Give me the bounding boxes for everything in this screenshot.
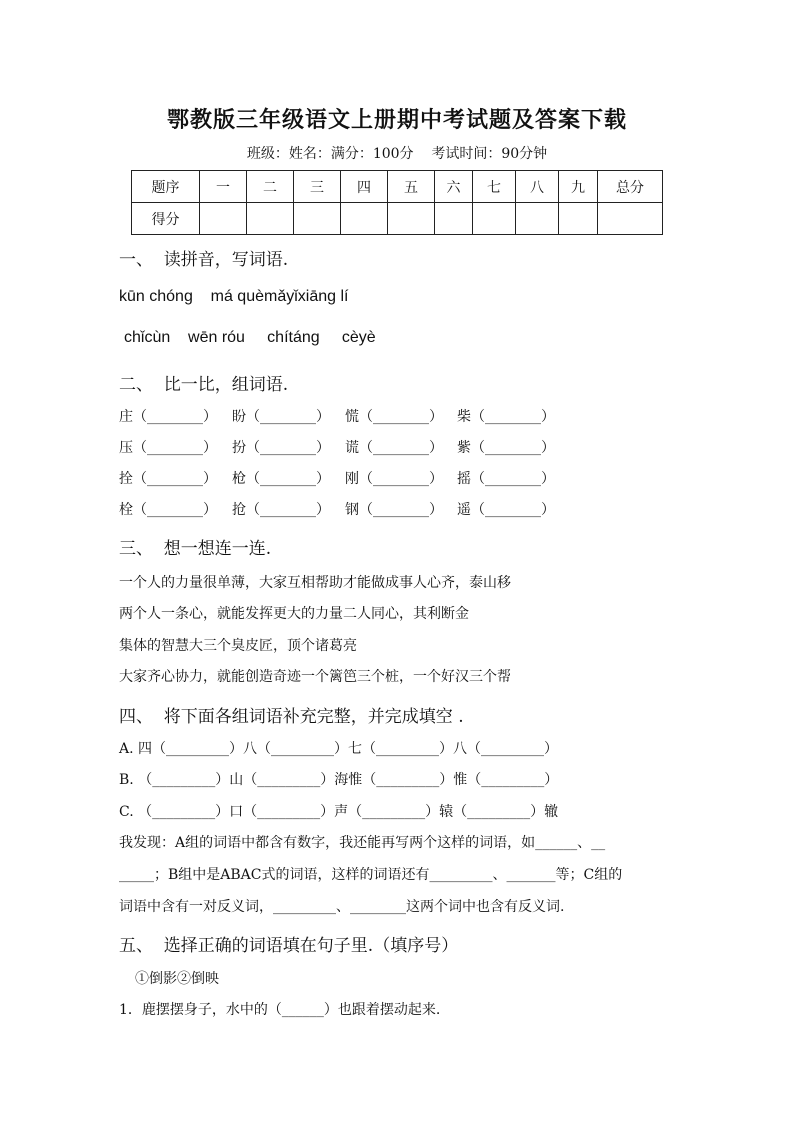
pinyin-line-2: chǐcùn wēn róu chítáng cèyè (124, 329, 376, 346)
compare-item[interactable]: 枪（________） (232, 471, 330, 487)
pinyin-line-1: kūn chóng má quèmǎyǐxiāng lí (119, 288, 349, 305)
section-2-heading: 二、 比一比，组词语. (119, 375, 289, 395)
score-cell[interactable] (516, 203, 559, 235)
compare-item[interactable]: 压（________） (119, 440, 217, 456)
score-cell[interactable] (388, 203, 435, 235)
page-title: 鄂教版三年级语文上册期中考试题及答案下载 (166, 107, 627, 133)
compare-item[interactable]: 紫（________） (457, 440, 555, 456)
match-line[interactable]: 一个人的力量很单薄，大家互相帮助才能做成事人心齐，泰山移 (119, 575, 511, 591)
discovery-line[interactable]: 我发现：A组的词语中都含有数字，我还能再写两个这样的词语，如______、__ (119, 835, 606, 851)
score-cell[interactable] (341, 203, 388, 235)
compare-item[interactable]: 钢（________） (345, 502, 443, 518)
compare-item[interactable]: 拴（________） (119, 471, 217, 487)
compare-item[interactable]: 谎（________） (345, 440, 443, 456)
score-cell[interactable] (435, 203, 473, 235)
word-options: ①倒影②倒映 (135, 971, 219, 987)
discovery-line[interactable]: 词语中含有一对反义词，_________、________这两个词中也含有反义词. (119, 899, 565, 915)
exam-info: 班级：姓名：满分：100分 考试时间：90分钟 (246, 146, 548, 162)
score-cell[interactable] (294, 203, 341, 235)
compare-item[interactable]: 盼（________） (232, 409, 330, 425)
score-cell[interactable] (559, 203, 598, 235)
section-4-heading: 四、 将下面各组词语补充完整，并完成填空 . (119, 707, 464, 727)
idiom-row-b[interactable]: B. （_________）山（_________）海惟（_________）惟（_________） (119, 772, 559, 788)
score-table-header-cell: 二 (247, 171, 294, 203)
match-line[interactable]: 大家齐心协力，就能创造奇迹一个篱笆三个桩，一个好汉三个帮 (119, 669, 511, 685)
section-1-heading: 一、 读拼音，写词语. (119, 250, 289, 270)
compare-item[interactable]: 遥（________） (457, 502, 555, 518)
score-table (131, 170, 663, 235)
score-table-header-cell: 题序 (132, 171, 200, 203)
score-table-score-row (132, 203, 663, 235)
score-table-header-cell: 一 (200, 171, 247, 203)
question-1[interactable]: 1．鹿摆摆身子，水中的（______）也跟着摆动起来. (119, 1002, 441, 1018)
discovery-line[interactable]: _____；B组中是ABAC式的词语，这样的词语还有_________、_______等；C组的 (119, 867, 623, 883)
score-table-header-cell: 四 (341, 171, 388, 203)
idiom-row-c[interactable]: C. （_________）口（_________）声（_________）辕（_________）辙 (119, 804, 559, 820)
score-table-header-cell: 七 (473, 171, 516, 203)
compare-item[interactable]: 摇（________） (457, 471, 555, 487)
section-5-heading: 五、 选择正确的词语填在句子里.（填序号） (119, 936, 459, 956)
compare-item[interactable]: 抢（________） (232, 502, 330, 518)
score-cell[interactable] (473, 203, 516, 235)
compare-item[interactable]: 慌（________） (345, 409, 443, 425)
compare-item[interactable]: 栓（________） (119, 502, 217, 518)
match-line[interactable]: 集体的智慧大三个臭皮匠，顶个诸葛亮 (119, 638, 357, 654)
score-table-header-cell: 总分 (598, 171, 663, 203)
compare-item[interactable]: 庄（________） (119, 409, 217, 425)
score-table-header-cell: 六 (435, 171, 473, 203)
score-cell[interactable] (247, 203, 294, 235)
compare-item[interactable]: 刚（________） (345, 471, 443, 487)
compare-item[interactable]: 柴（________） (457, 409, 555, 425)
score-row-label: 得分 (132, 203, 200, 235)
score-table-header-cell: 三 (294, 171, 341, 203)
match-line[interactable]: 两个人一条心，就能发挥更大的力量二人同心，其利断金 (119, 606, 469, 622)
score-table-header-cell: 八 (516, 171, 559, 203)
section-3-heading: 三、 想一想连一连. (119, 539, 272, 559)
score-table-header-cell: 五 (388, 171, 435, 203)
score-table-header-row (132, 171, 663, 203)
score-table-header-cell: 九 (559, 171, 598, 203)
score-cell[interactable] (598, 203, 663, 235)
score-cell[interactable] (200, 203, 247, 235)
compare-item[interactable]: 扮（________） (232, 440, 330, 456)
idiom-row-a[interactable]: A. 四（_________）八（_________）七（_________）八（_________） (119, 741, 559, 757)
